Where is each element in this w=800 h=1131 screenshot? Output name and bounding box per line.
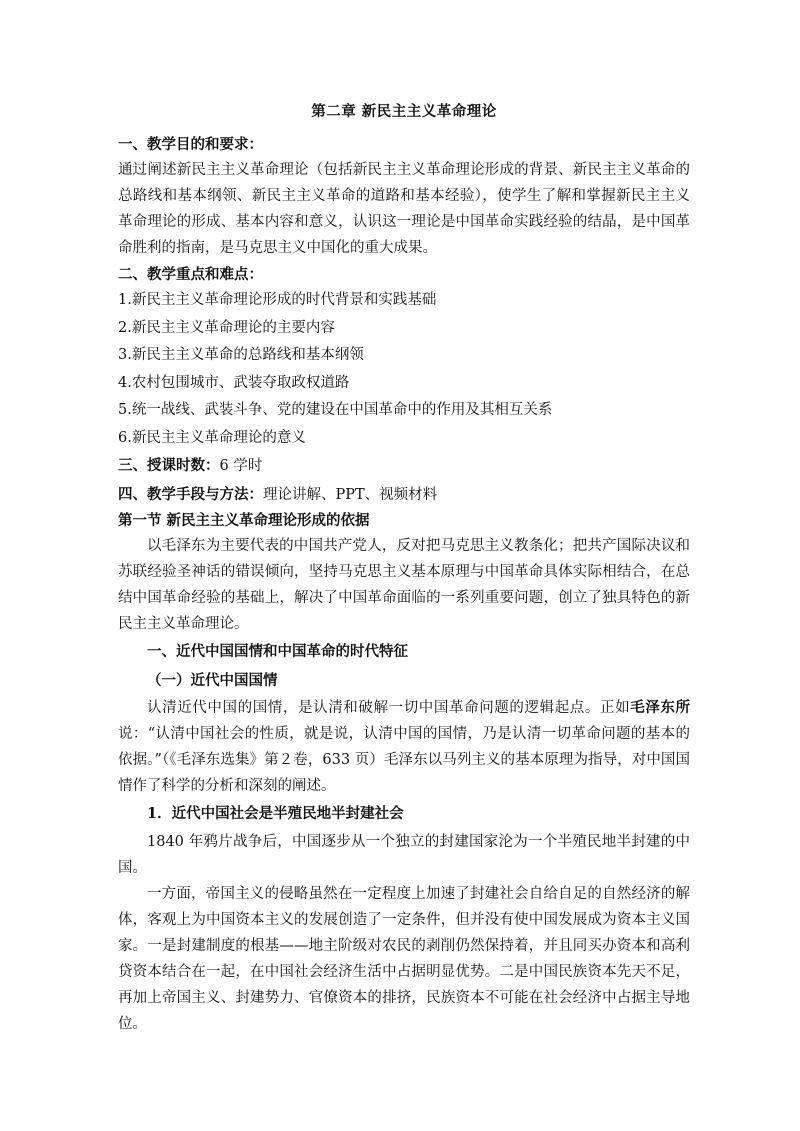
teaching-methods-heading: 四、教学手段与方法：: [118, 485, 263, 503]
key-point-item: 3.新民主主义革命的总路线和基本纲领: [118, 347, 364, 363]
paragraph-text: 认清近代中国的国情，是认清和破解一切中国革命问题的逻辑起点。正如: [147, 700, 631, 716]
key-point-item: 4.农村包围城市、武装夺取政权道路: [118, 374, 350, 391]
section-1-intro: 以毛泽东为主要代表的中国共产党人，反对把马克思主义教条化；把共产国际决议和苏联经验圣神话的错误倾向，坚持马克思主义基本原理与中国革命具体实际相结合，在总结中国革命经验的基础上，解决了中国革命面临的一系列重要问题，创立了独具特色的新民主主义革命理论。: [118, 538, 690, 632]
chapter-title: 第二章 新民主主义革命理论: [311, 103, 497, 120]
key-point-item: 5.统一战线、武装斗争、党的建设在中国革命中的作用及其相互关系: [118, 402, 553, 418]
document-page: [118, 100, 690, 1037]
teaching-goals-heading: 一、教学目的和要求：: [118, 136, 263, 153]
key-point-item: 2.新民主主义革命理论的主要内容: [118, 319, 335, 336]
subsection-1-heading: 一、近代中国国情和中国革命的时代特征: [147, 643, 408, 660]
section-1-heading: 第一节 新民主主义革命理论形成的依据: [118, 512, 370, 529]
imperialism-paragraph: 一方面，帝国主义的侵略虽然在一定程度上加速了封建社会自给自足的自然经济的解体，客观上为中国资本主义的发展创造了一定条件，但并没有使中国发展成为资本主义国家。一是封建制度的根基——地主阶级对农民的剥削仍然保持着，并且同买办资本和高利贷资本结合在一起，在中国社会经济生活中占据明显优势。二是中国民族资本先天不足，再加上帝国主义、封建势力、官僚资本的排挤，民族资本不可能在社会经济中占据主导地位。: [118, 886, 690, 1032]
class-hours-heading: 三、授课时数：: [118, 457, 220, 474]
key-points-heading: 二、教学重点和难点：: [118, 266, 263, 283]
paragraph-bold-text: 毛泽东所: [630, 699, 691, 716]
subsection-1a-heading: （一）近代中国国情: [147, 672, 278, 689]
class-hours-value: 6 学时: [219, 458, 263, 474]
teaching-goals-body: 通过阐述新民主主义革命理论（包括新民主主义革命理论形成的背景、新民主主义革命的总路线和基本纲领、新民主主义革命的道路和基本经验），使学生了解和掌握新民主主义革命理论的形成、基本内容和意义，认识这一理论是中国革命实践经验的结晶，是中国革命胜利的指南，是马克思主义中国化的重大成果。: [118, 162, 690, 256]
teaching-methods-line: [118, 481, 690, 510]
key-point-item: 1.新民主主义革命理论形成的时代背景和实践基础: [118, 292, 437, 308]
national-conditions-paragraph: [118, 695, 690, 799]
class-hours-line: [118, 452, 690, 481]
point-1-heading: 1．近代中国社会是半殖民地半封建社会: [147, 805, 404, 822]
teaching-methods-value: 理论讲解、PPT、视频材料: [263, 486, 438, 503]
key-point-item: 6.新民主主义革命理论的意义: [118, 429, 306, 446]
opium-war-paragraph: 1840 年鸦片战争后，中国逐步从一个独立的封建国家沦为一个半殖民地半封建的中国。: [118, 834, 690, 876]
paragraph-text: 说：“认清中国社会的性质，就是说，认清中国的国情，乃是认清一切革命问题的基本的依据。”（《毛泽东选集》第２卷，633 页）毛泽东以马列主义的基本原理为指导，对中国国情作了科学的分析和深刻的阐述。: [118, 726, 690, 794]
